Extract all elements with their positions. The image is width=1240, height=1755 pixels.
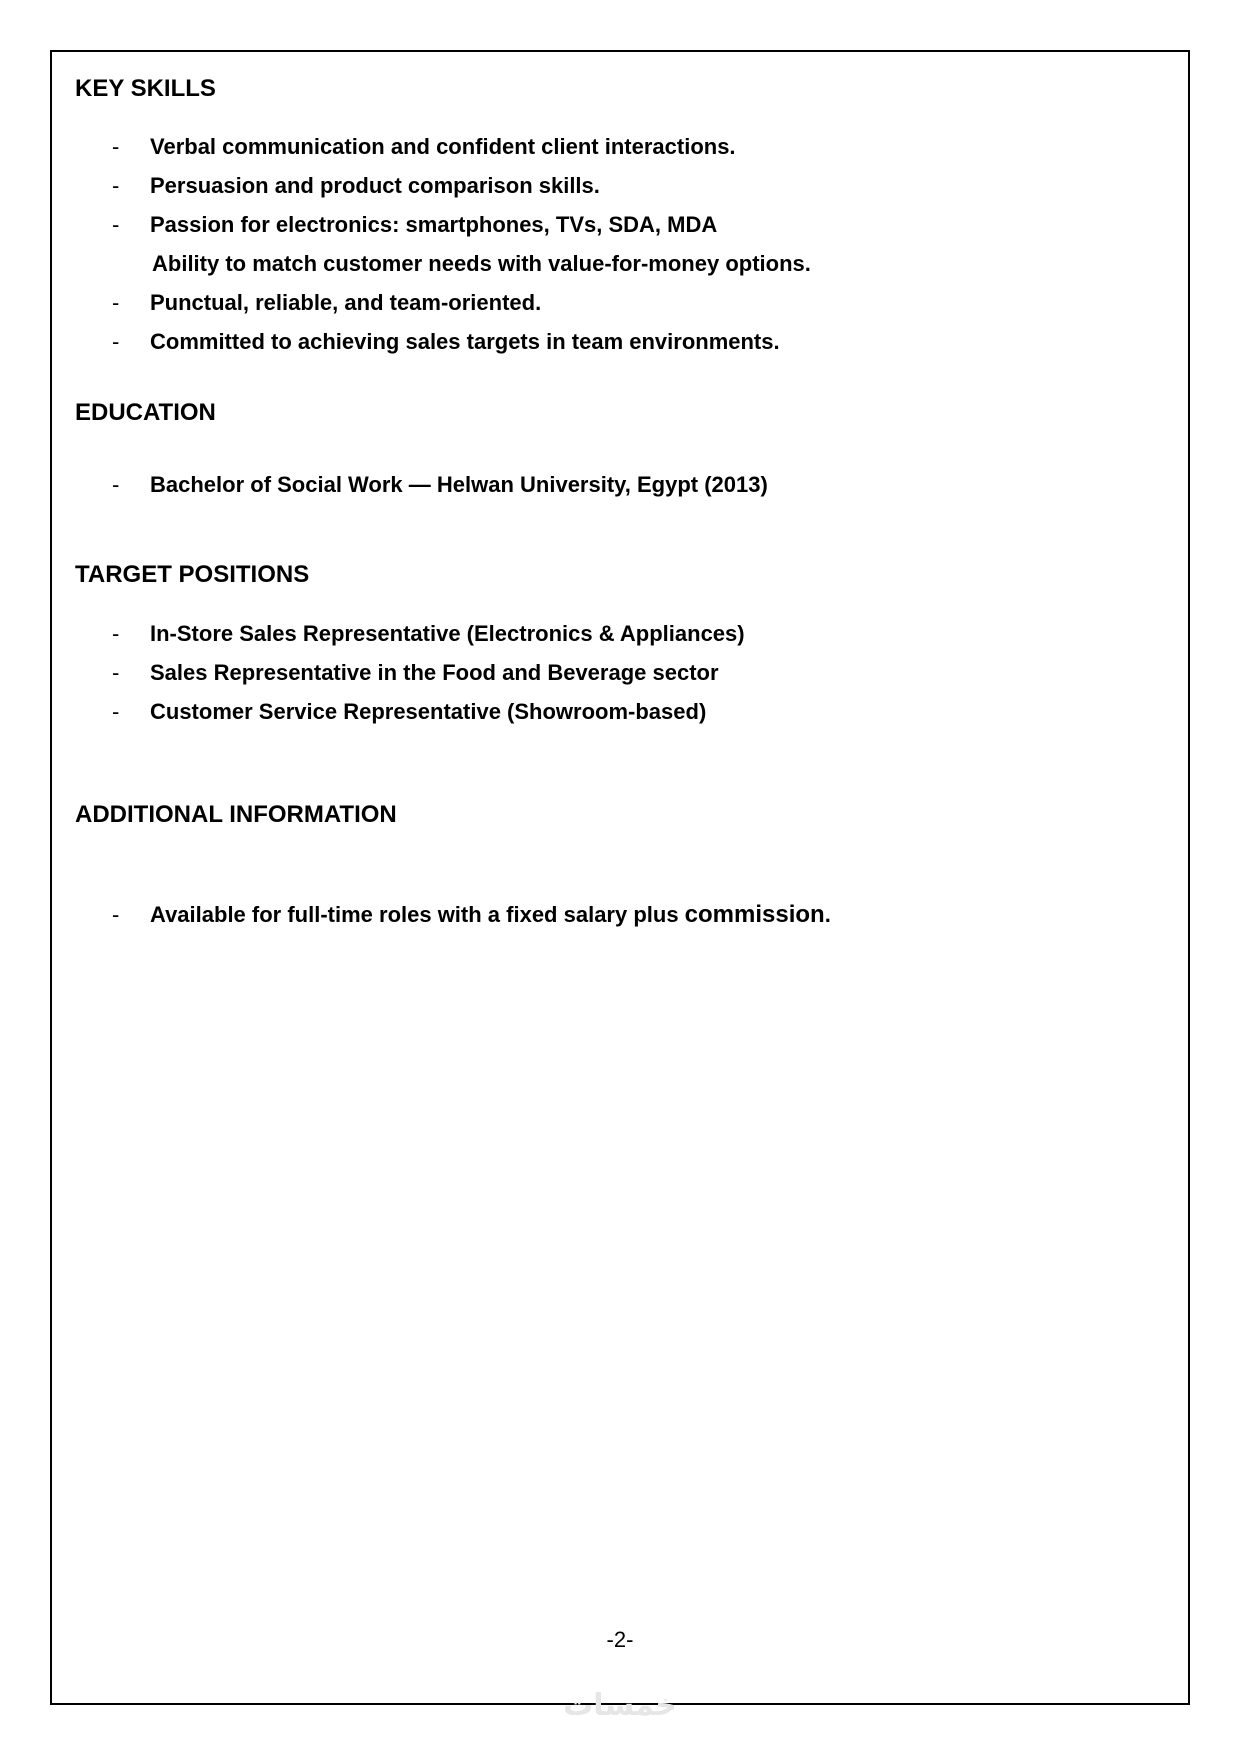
bullet-dash: - xyxy=(112,472,120,497)
bullet-dash: - xyxy=(112,660,120,685)
additional-information-item-suffix: . xyxy=(824,902,831,927)
bullet-dash: - xyxy=(112,902,120,927)
key-skills-item-text: Persuasion and product comparison skills. xyxy=(150,173,600,198)
target-positions-heading: TARGET POSITIONS xyxy=(75,561,310,588)
watermark-logo-text: خمسات xyxy=(563,1688,677,1723)
education-heading: EDUCATION xyxy=(75,399,216,426)
bullet-dash: - xyxy=(112,621,120,646)
additional-information-item-text xyxy=(150,900,831,930)
watermark-logo xyxy=(540,1685,700,1725)
key-skills-heading: KEY SKILLS xyxy=(75,75,216,102)
bullet-dash: - xyxy=(112,290,120,315)
key-skills-continuation: Ability to match customer needs with value-for-money options. xyxy=(152,251,811,276)
target-positions-item-text: Customer Service Representative (Showroom-based) xyxy=(150,699,707,724)
target-positions-item-text: Sales Representative in the Food and Beverage sector xyxy=(150,660,719,685)
additional-information-heading: ADDITIONAL INFORMATION xyxy=(75,801,397,828)
additional-information-item-emphasis: commission xyxy=(684,901,825,928)
bullet-dash: - xyxy=(112,329,120,354)
key-skills-item-text: Punctual, reliable, and team-oriented. xyxy=(150,290,542,315)
bullet-dash: - xyxy=(112,173,120,198)
page-number: -2- xyxy=(606,1627,634,1652)
education-item-text: Bachelor of Social Work — Helwan University, Egypt (2013) xyxy=(150,472,768,497)
key-skills-item-text: Passion for electronics: smartphones, TVs, SDA, MDA xyxy=(150,212,718,237)
key-skills-item-text: Verbal communication and confident client interactions. xyxy=(150,134,736,159)
additional-information-item-prefix: Available for full-time roles with a fixed salary plus xyxy=(150,902,685,927)
bullet-dash: - xyxy=(112,212,120,237)
bullet-dash: - xyxy=(112,134,120,159)
key-skills-item-text: Committed to achieving sales targets in team environments. xyxy=(150,329,780,354)
bullet-dash: - xyxy=(112,699,120,724)
target-positions-item-text: In-Store Sales Representative (Electronics & Appliances) xyxy=(150,621,745,646)
